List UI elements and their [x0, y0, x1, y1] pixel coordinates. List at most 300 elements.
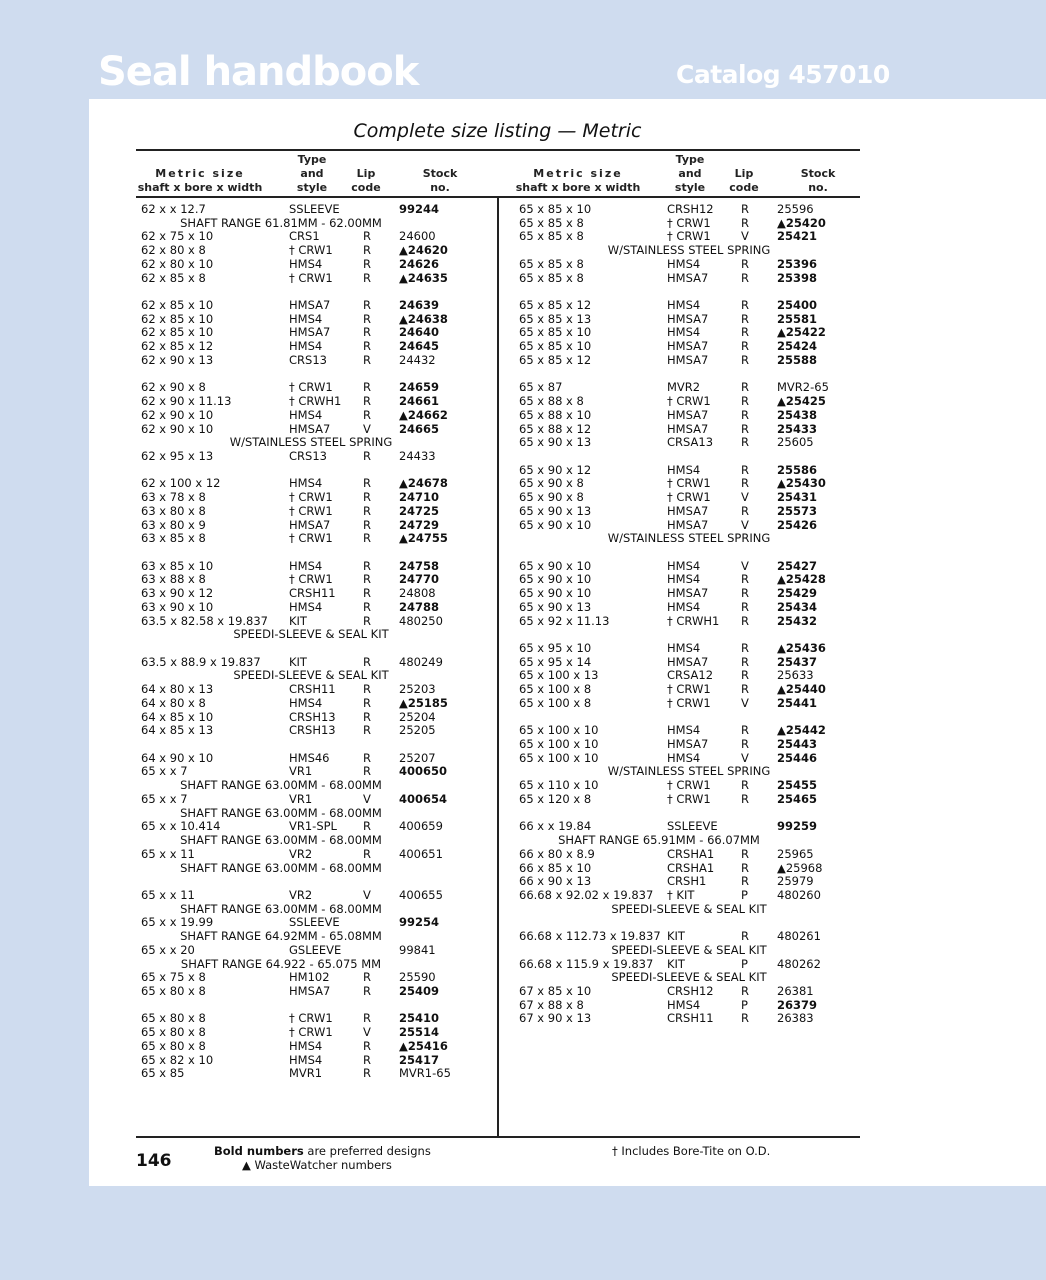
size-cell: 65 x 75 x 8 — [141, 970, 206, 985]
type-cell: CRSA13 — [667, 435, 714, 450]
size-cell: 65 x 90 x 12 — [519, 462, 592, 477]
type-cell: † CRW1 — [667, 490, 711, 505]
type-cell: † CRW1 — [667, 695, 711, 710]
spacer-row — [141, 546, 491, 560]
size-cell: 64 x 85 x 13 — [141, 723, 214, 738]
type-cell: † CRW1 — [289, 572, 333, 587]
type-cell: CRSA12 — [667, 668, 714, 683]
lip-header: Lip — [734, 167, 754, 180]
lip-cell: R — [741, 298, 749, 313]
spacer-row — [519, 450, 859, 464]
stock-cell: ▲25422 — [777, 325, 826, 340]
note-row — [519, 971, 859, 985]
spacer-row — [141, 464, 491, 478]
lip-cell: V — [741, 229, 749, 244]
size-cell: 67 x 88 x 8 — [519, 997, 584, 1012]
table-row — [519, 587, 859, 601]
size-cell: 64 x 90 x 10 — [141, 750, 214, 765]
stock-cell: ▲25442 — [777, 723, 826, 738]
table-row — [141, 1026, 491, 1040]
note-row — [141, 669, 491, 683]
lip-cell: R — [741, 407, 749, 422]
table-row — [141, 505, 491, 519]
size-cell: 65 x 90 x 10 — [519, 572, 592, 587]
table-row — [141, 615, 491, 629]
table-row — [141, 326, 491, 340]
size-cell: 65 x 95 x 14 — [519, 654, 592, 669]
lip-cell: R — [363, 270, 371, 285]
type-cell: VR1-SPL — [289, 819, 337, 834]
size-header: Metric size — [155, 167, 245, 180]
type-cell: HMS4 — [289, 558, 323, 573]
size-cell: 64 x 85 x 10 — [141, 709, 214, 724]
size-cell: 65 x 85 x 8 — [519, 270, 584, 285]
type-cell: CRSH13 — [289, 709, 336, 724]
stock-cell: 99254 — [399, 915, 440, 930]
type-cell: HMSA7 — [667, 339, 709, 354]
stock-cell: ▲25430 — [777, 476, 826, 491]
size-cell: 63.5 x 82.58 x 19.837 — [141, 613, 268, 628]
size-cell: 65 x 88 x 12 — [519, 421, 592, 436]
lip-cell: R — [363, 613, 371, 628]
table-row — [519, 395, 859, 409]
table-row — [141, 409, 491, 423]
stock-cell: 25421 — [777, 229, 818, 244]
stock-cell: ▲24635 — [399, 270, 448, 285]
table-row — [519, 848, 859, 862]
lip-cell: V — [363, 887, 371, 902]
type-header: Type — [297, 153, 327, 166]
stock-cell: ▲24678 — [399, 476, 448, 491]
type-cell: VR2 — [289, 887, 313, 902]
table-row — [141, 340, 491, 354]
stock-cell: 25465 — [777, 791, 818, 806]
type-cell: CRSH11 — [667, 1011, 714, 1026]
type-cell: KIT — [289, 613, 307, 628]
stock-cell: 24432 — [399, 352, 436, 367]
table-row — [141, 1040, 491, 1054]
lip-cell: R — [741, 380, 749, 395]
spacer-row — [141, 368, 491, 382]
table-row — [141, 395, 491, 409]
lip-cell: R — [363, 1038, 371, 1053]
table-row — [141, 532, 491, 546]
stock-cell: ▲25425 — [777, 394, 826, 409]
table-row — [519, 930, 859, 944]
note-row — [519, 834, 859, 848]
size-cell: 65 x 85 x 8 — [519, 256, 584, 271]
lip-cell: R — [741, 778, 749, 793]
type-cell: HMS4 — [289, 311, 323, 326]
type-cell: † CRW1 — [667, 229, 711, 244]
size-cell: 65 x 95 x 10 — [519, 641, 592, 655]
stock-cell: 25590 — [399, 970, 436, 985]
table-row — [519, 779, 859, 793]
type-cell: SSLEEVE — [667, 819, 718, 834]
stock-cell: 24659 — [399, 380, 440, 395]
type-cell: HMSA7 — [289, 517, 331, 532]
stock-cell: 24758 — [399, 558, 440, 573]
note-row — [141, 862, 491, 876]
table-row — [519, 999, 859, 1013]
table-row — [519, 1012, 859, 1026]
note-row — [519, 903, 859, 917]
size-cell: 65 x 80 x 8 — [141, 1011, 206, 1026]
stock-cell: 25573 — [777, 503, 818, 518]
size-cell: 65 x 90 x 13 — [519, 503, 592, 518]
type-cell: † CRW1 — [667, 476, 711, 491]
note-row — [141, 217, 491, 231]
note-row — [519, 244, 859, 258]
stock-cell: ▲25416 — [399, 1038, 448, 1053]
stock-cell: 400654 — [399, 791, 448, 806]
table-row — [141, 354, 491, 368]
table-row — [519, 683, 859, 697]
stock-cell: 24710 — [399, 490, 440, 505]
stock-cell: 25410 — [399, 1011, 440, 1026]
type-cell: MVR1 — [289, 1066, 323, 1081]
type-cell: CRSH1 — [667, 874, 707, 889]
lip-cell: R — [741, 462, 749, 477]
table-row — [141, 381, 491, 395]
size-cell: 66 x 85 x 10 — [519, 860, 592, 875]
table-row — [519, 862, 859, 876]
stock-cell: 25431 — [777, 490, 818, 505]
lip-cell: R — [363, 352, 371, 367]
size-cell: 62 x 85 x 12 — [141, 339, 214, 354]
size-cell: 65 x 82 x 10 — [141, 1052, 214, 1067]
size-cell: 62 x 80 x 8 — [141, 243, 206, 258]
stock-cell: 25441 — [777, 695, 818, 710]
size-cell: 65 x x 11 — [141, 846, 195, 861]
lip-cell: R — [363, 970, 371, 985]
stock-cell: ▲25185 — [399, 695, 448, 710]
lip-cell: R — [363, 983, 371, 998]
lip-cell: R — [363, 1052, 371, 1067]
type-cell: CRSH11 — [289, 682, 336, 697]
handbook-title: Seal handbook — [98, 49, 419, 95]
size-cell: 65 x 90 x 13 — [519, 599, 592, 614]
spacer-row — [519, 368, 859, 382]
spacer-row — [141, 642, 491, 656]
listing-title: Complete size listing — Metric — [353, 120, 642, 142]
note-row — [141, 436, 491, 450]
stock-cell: 99244 — [399, 202, 440, 216]
table-row — [141, 519, 491, 533]
type-cell: HMSA7 — [667, 352, 709, 367]
table-row — [519, 875, 859, 889]
table-row — [141, 491, 491, 505]
lip-cell: R — [741, 325, 749, 340]
lip-cell: V — [741, 490, 749, 505]
lip-cell: R — [363, 709, 371, 724]
size-cell: 65 x x 19.99 — [141, 915, 214, 930]
size-cell: 65 x 85 x 12 — [519, 298, 592, 313]
stock-cell: 24661 — [399, 394, 440, 409]
type-cell: † CRW1 — [289, 503, 333, 518]
type-cell: † CRW1 — [667, 215, 711, 230]
table-row — [519, 958, 859, 972]
type-cell: HMS46 — [289, 750, 330, 765]
stock-cell: 24665 — [399, 421, 440, 436]
size-cell: 66 x x 19.84 — [519, 819, 592, 834]
stock-cell: 26383 — [777, 1011, 814, 1026]
type-cell: CRS13 — [289, 352, 327, 367]
stock-cell: 25438 — [777, 407, 818, 422]
row-note: SHAFT RANGE 64.92MM - 65.08MM — [180, 929, 382, 944]
lip-cell: R — [363, 1066, 371, 1081]
size-cell: 65 x x 10.414 — [141, 819, 221, 834]
size-cell: 62 x 95 x 13 — [141, 448, 214, 463]
size-cell: 65 x 90 x 10 — [519, 586, 592, 601]
lip-cell: R — [363, 325, 371, 340]
left-size-list — [141, 203, 491, 1081]
size-cell: 65 x 85 x 12 — [519, 352, 592, 367]
table-row — [519, 615, 859, 629]
lip-cell: R — [741, 215, 749, 230]
type-cell: † CRW1 — [667, 791, 711, 806]
lip-cell: R — [741, 202, 749, 216]
table-row — [141, 820, 491, 834]
table-row — [519, 491, 859, 505]
table-row — [519, 258, 859, 272]
style-header: style — [674, 181, 706, 194]
lip-cell: R — [363, 654, 371, 669]
stock-cell: 26379 — [777, 997, 818, 1012]
size-cell: 65 x x 7 — [141, 791, 188, 806]
table-row — [519, 354, 859, 368]
table-row — [141, 1054, 491, 1068]
stock-cell: 24600 — [399, 229, 436, 244]
type-cell: CRSH12 — [667, 202, 714, 216]
note-row — [141, 930, 491, 944]
size-cell: 65 x 100 x 10 — [519, 750, 599, 765]
type-cell: GSLEEVE — [289, 942, 342, 957]
size-cell: 65 x 80 x 8 — [141, 1038, 206, 1053]
type-cell: HMS4 — [667, 641, 701, 655]
lip-cell: V — [741, 750, 749, 765]
stock-cell: 25434 — [777, 599, 818, 614]
type-cell: † KIT — [667, 887, 695, 902]
lip-cell: R — [741, 256, 749, 271]
size-cell: 62 x 90 x 11.13 — [141, 394, 232, 409]
lip-cell: R — [741, 352, 749, 367]
lip-header: Lip — [356, 167, 376, 180]
table-row — [519, 738, 859, 752]
table-row — [519, 423, 859, 437]
type-cell: HMSA7 — [667, 654, 709, 669]
size-cell: 63 x 90 x 10 — [141, 599, 214, 614]
stock-cell: 480260 — [777, 887, 821, 902]
lip-cell: R — [741, 860, 749, 875]
size-cell: 65 x 100 x 10 — [519, 737, 599, 752]
table-row — [519, 820, 859, 834]
lip-cell: R — [741, 791, 749, 806]
stock-cell: 25633 — [777, 668, 814, 683]
table-row — [519, 519, 859, 533]
type-cell: HMS4 — [289, 476, 323, 491]
table-row — [519, 477, 859, 491]
table-row — [141, 203, 491, 217]
type-cell: CRSHA1 — [667, 846, 715, 861]
size-cell: 62 x 85 x 10 — [141, 298, 214, 313]
type-cell: HMS4 — [289, 599, 323, 614]
row-note: SHAFT RANGE 63.00MM - 68.00MM — [180, 860, 382, 875]
bold-legend-text: are preferred designs — [303, 1144, 431, 1158]
type-cell: HMS4 — [289, 339, 323, 354]
table-row — [141, 450, 491, 464]
lip-cell: R — [741, 311, 749, 326]
table-row — [141, 752, 491, 766]
stock-cell: 99259 — [777, 819, 818, 834]
lip-cell: R — [741, 599, 749, 614]
type-cell: † CRW1 — [289, 1011, 333, 1026]
type-cell: HMSA7 — [289, 298, 331, 313]
table-row — [141, 477, 491, 491]
lip-cell: R — [741, 270, 749, 285]
lip-cell: R — [363, 819, 371, 834]
type-cell: KIT — [667, 956, 685, 971]
table-row — [141, 313, 491, 327]
size-cell: 65 x 100 x 13 — [519, 668, 599, 683]
table-row — [141, 697, 491, 711]
table-row — [519, 326, 859, 340]
size-cell: 66.68 x 112.73 x 19.837 — [519, 929, 661, 944]
size-cell: 65 x 90 x 10 — [519, 517, 592, 532]
size-cell: 66.68 x 92.02 x 19.837 — [519, 887, 654, 902]
type-cell: HMS4 — [667, 997, 701, 1012]
stock-cell: ▲25440 — [777, 682, 826, 697]
stock-cell: 24645 — [399, 339, 440, 354]
lip-cell: R — [363, 256, 371, 271]
size-cell: 62 x 90 x 10 — [141, 421, 214, 436]
stock-cell: 24626 — [399, 256, 440, 271]
code-header: code — [729, 181, 759, 194]
lip-cell: R — [363, 448, 371, 463]
note-row — [519, 532, 859, 546]
type-cell: HMS4 — [289, 407, 323, 422]
table-row — [141, 272, 491, 286]
right-size-list — [519, 203, 859, 1026]
size-cell: 65 x 88 x 8 — [519, 394, 584, 409]
table-row — [141, 656, 491, 670]
spacer-row — [519, 807, 859, 821]
note-row — [141, 958, 491, 972]
stock-cell: 25424 — [777, 339, 818, 354]
stock-cell: 25965 — [777, 846, 814, 861]
table-row — [519, 313, 859, 327]
size-cell: 65 x 100 x 8 — [519, 682, 592, 697]
style-header: style — [296, 181, 328, 194]
and-header: and — [678, 167, 702, 180]
spacer-row — [519, 546, 859, 560]
type-cell: HMSA7 — [289, 325, 331, 340]
stock-cell: 24639 — [399, 298, 440, 313]
table-row — [141, 765, 491, 779]
stock-cell: 25409 — [399, 983, 440, 998]
size-cell: 63 x 80 x 8 — [141, 503, 206, 518]
lip-cell: R — [363, 380, 371, 395]
note-row — [141, 807, 491, 821]
note-row — [141, 779, 491, 793]
type-cell: HMS4 — [667, 723, 701, 738]
type-cell: VR2 — [289, 846, 313, 861]
type-cell: HMS4 — [667, 298, 701, 313]
stock-cell: ▲24638 — [399, 311, 448, 326]
lip-cell: R — [363, 407, 371, 422]
lip-cell: R — [363, 586, 371, 601]
table-row — [519, 601, 859, 615]
size-cell: 65 x 90 x 8 — [519, 476, 584, 491]
type-cell: SSLEEVE — [289, 915, 340, 930]
type-cell: HMS4 — [667, 462, 701, 477]
dims-header: shaft x bore x width — [137, 181, 263, 194]
table-row — [141, 573, 491, 587]
spacer-row — [141, 285, 491, 299]
stock-cell: 25204 — [399, 709, 436, 724]
type-cell: CRSH12 — [667, 983, 714, 998]
type-cell: CRSH13 — [289, 723, 336, 738]
stock-cell: 400655 — [399, 887, 443, 902]
table-row — [519, 889, 859, 903]
lip-cell: R — [741, 339, 749, 354]
stock-cell: MVR2-65 — [777, 380, 829, 395]
table-row — [519, 697, 859, 711]
size-cell: 65 x 110 x 10 — [519, 778, 599, 793]
lip-cell: R — [363, 476, 371, 491]
dims-header: shaft x bore x width — [515, 181, 641, 194]
size-cell: 65 x 90 x 13 — [519, 435, 592, 450]
lip-cell: R — [741, 846, 749, 861]
lip-cell: R — [363, 531, 371, 546]
type-cell: HMSA7 — [667, 586, 709, 601]
size-cell: 62 x 85 x 10 — [141, 311, 214, 326]
note-row — [519, 944, 859, 958]
table-row — [141, 1012, 491, 1026]
type-cell: † CRW1 — [289, 490, 333, 505]
lip-cell: R — [363, 394, 371, 409]
row-note: W/STAINLESS STEEL SPRING — [607, 764, 771, 779]
stock-cell: ▲25436 — [777, 641, 826, 655]
row-note: SPEEDI-SLEEVE & SEAL KIT — [233, 627, 389, 642]
stock-cell: 24640 — [399, 325, 440, 340]
lip-cell: V — [363, 791, 371, 806]
page-number: 146 — [136, 1151, 172, 1171]
row-note: SHAFT RANGE 63.00MM - 68.00MM — [180, 805, 382, 820]
type-cell: † CRWH1 — [667, 613, 720, 628]
stock-cell: ▲24662 — [399, 407, 448, 422]
size-cell: 65 x 80 x 8 — [141, 983, 206, 998]
bold-legend-label: Bold numbers — [214, 1144, 304, 1158]
row-note: SHAFT RANGE 63.00MM - 68.00MM — [180, 778, 382, 793]
table-row — [141, 244, 491, 258]
type-cell: VR1 — [289, 791, 313, 806]
size-cell: 62 x 85 x 8 — [141, 270, 206, 285]
stock-cell: 25443 — [777, 737, 818, 752]
table-row — [141, 299, 491, 313]
size-header: Metric size — [533, 167, 623, 180]
type-cell: VR1 — [289, 764, 313, 779]
table-row — [141, 1067, 491, 1081]
stock-cell: 24808 — [399, 586, 436, 601]
stock-cell: 99841 — [399, 942, 436, 957]
lip-cell: P — [741, 887, 748, 902]
table-row — [519, 381, 859, 395]
size-cell: 65 x 85 x 13 — [519, 311, 592, 326]
size-cell: 62 x 90 x 10 — [141, 407, 214, 422]
stock-cell: 25432 — [777, 613, 818, 628]
type-cell: HMSA7 — [667, 270, 709, 285]
